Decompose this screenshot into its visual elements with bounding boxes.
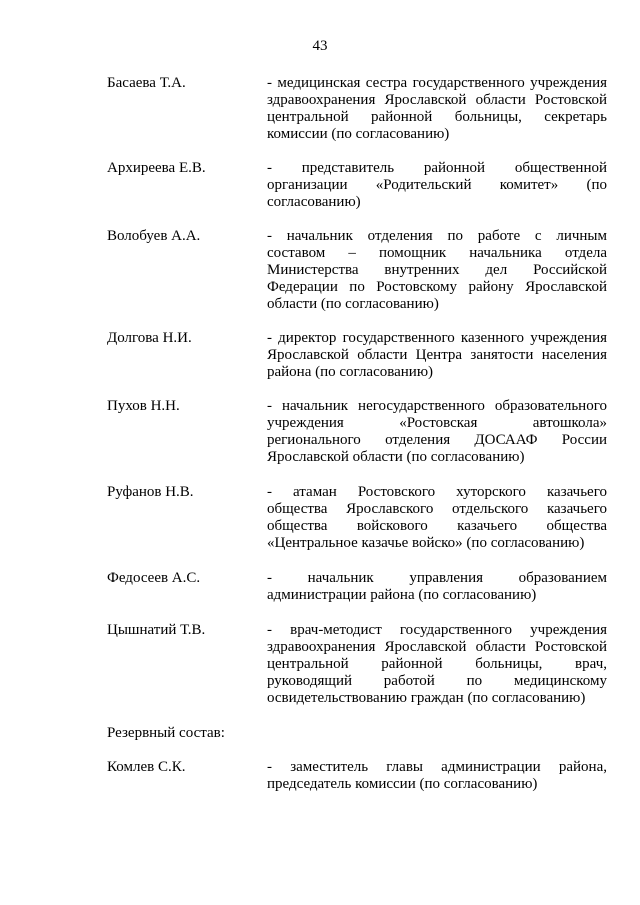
role-line: области (по согласованию): [267, 296, 439, 312]
member-name: Басаева Т.А.: [107, 75, 186, 91]
role-line: освидетельствованию граждан (по согласованию): [267, 690, 586, 706]
member-name: Пухов Н.Н.: [107, 398, 180, 414]
role-line: учреждения «Ростовская автошкола»: [267, 415, 607, 431]
role-line: района (по согласованию): [267, 364, 434, 380]
member-name: Архиреева Е.В.: [107, 160, 206, 176]
role-line: организации «Родительский комитет» (по: [267, 177, 607, 193]
reserve-heading: Резервный состав:: [107, 725, 225, 741]
role-line: - заместитель главы администрации района,: [267, 759, 607, 775]
member-name: Долгова Н.И.: [107, 330, 192, 346]
role-line: - начальник управления образованием: [267, 570, 607, 586]
role-line: - директор государственного казенного учреждения: [267, 330, 607, 346]
member-role: [267, 398, 607, 466]
role-line: общества Ярославского отдельского казачьего: [267, 501, 607, 517]
member-name: Федосеев А.С.: [107, 570, 201, 586]
role-line: администрации района (по согласованию): [267, 587, 537, 603]
member-role: [267, 484, 607, 552]
page-number: 43: [312, 38, 328, 54]
role-line: регионального отделения ДОСААФ России: [267, 432, 607, 448]
role-line: «Центральное казачье войско» (по согласованию): [267, 535, 585, 551]
role-line: составом – помощник начальника отдела: [267, 245, 607, 261]
role-line: центральной районной больницы, секретарь: [267, 109, 607, 125]
member-role: [267, 160, 607, 211]
role-line: руководящий работой по медицинскому: [267, 673, 607, 689]
role-line: - врач-методист государственного учреждения: [267, 622, 607, 638]
role-line: здравоохранения Ярославской области Ростовской: [267, 639, 607, 655]
member-role: [267, 330, 607, 381]
role-line: - медицинская сестра государственного учреждения: [267, 75, 607, 91]
member-name: Комлев С.К.: [107, 759, 186, 775]
role-line: центральной районной больницы, врач,: [267, 656, 607, 672]
member-role: [267, 570, 607, 604]
role-line: - атаман Ростовского хуторского казачьего: [267, 484, 607, 500]
member-role: [267, 228, 607, 313]
role-line: здравоохранения Ярославской области Ростовской: [267, 92, 607, 108]
member-role: [267, 75, 607, 143]
role-line: - начальник отделения по работе с личным: [267, 228, 607, 244]
member-name: Руфанов Н.В.: [107, 484, 194, 500]
role-line: Ярославской области (по согласованию): [267, 449, 525, 465]
role-line: - представитель районной общественной: [267, 160, 607, 176]
member-role: [267, 759, 607, 793]
role-line: комиссии (по согласованию): [267, 126, 450, 142]
role-line: общества войскового казачьего общества: [267, 518, 607, 534]
member-name: Цышнатий Т.В.: [107, 622, 206, 638]
role-line: согласованию): [267, 194, 361, 210]
role-line: Министерства внутренних дел Российской: [267, 262, 607, 278]
member-role: [267, 622, 607, 707]
role-line: Ярославской области Центра занятости населения: [267, 347, 607, 363]
member-name: Волобуев А.А.: [107, 228, 201, 244]
role-line: председатель комиссии (по согласованию): [267, 776, 538, 792]
role-line: Федерации по Ростовскому району Ярославской: [267, 279, 607, 295]
role-line: - начальник негосударственного образовательного: [267, 398, 607, 414]
